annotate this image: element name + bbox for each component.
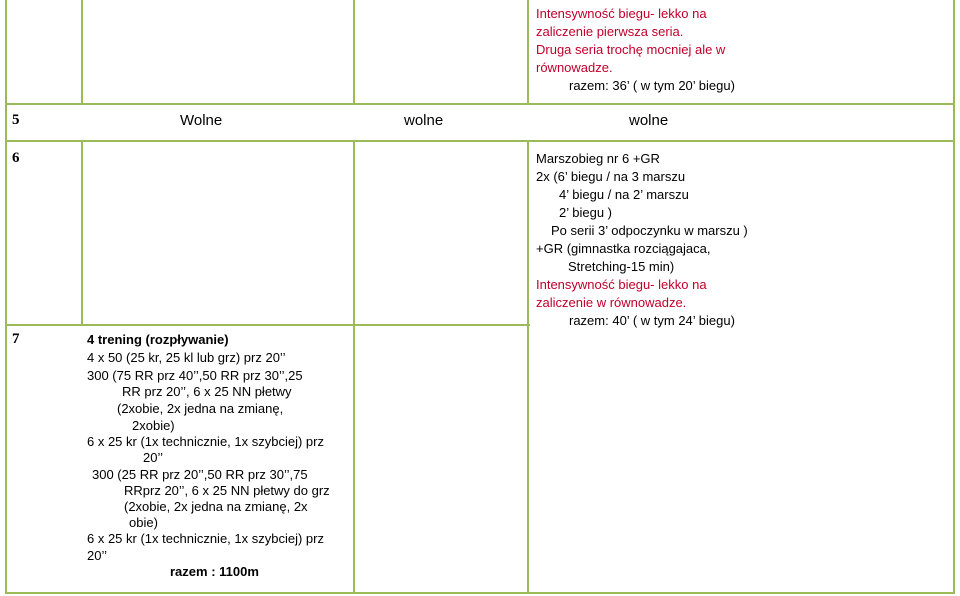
row7-line-9: 300 (25 RR prz 20’’,50 RR prz 30’’,75 (92, 467, 308, 482)
row7-total: razem : 1100m (170, 564, 259, 579)
row-border-bottom (5, 592, 953, 594)
row7-line-10: RRprz 20’’, 6 x 25 NN płetwy do grz (124, 483, 330, 498)
row-border-top-5 (5, 103, 953, 105)
row7-line-12: obie) (129, 515, 158, 530)
row7-line-2: 4 x 50 (25 kr, 25 kl lub grz) prz 20’’ (87, 350, 286, 365)
row-number-6: 6 (12, 150, 20, 166)
row-number-5: 5 (12, 112, 20, 128)
column-border-1 (81, 0, 83, 104)
row7-line-3: 300 (75 RR prz 40’’,50 RR prz 30’’,25 (87, 368, 303, 383)
row4-total: razem: 36’ ( w tym 20’ biegu) (569, 78, 735, 93)
row6-line-7: Stretching-15 min) (568, 259, 675, 274)
column-border-3 (527, 0, 529, 104)
table-border-left (5, 0, 7, 594)
row5-col2: wolne (404, 112, 444, 129)
intensity-note-line-1: Intensywność biegu- lekko na (536, 6, 707, 21)
intensity-note-line-3: Druga seria trochę mocniej ale w (536, 42, 726, 57)
table-border-right (953, 0, 955, 594)
row6-intensity-1: Intensywność biegu- lekko na (536, 277, 707, 292)
row6-line-5: Po serii 3’ odpoczynku w marszu ) (551, 223, 748, 238)
column-border-3b (527, 140, 529, 594)
row6-line-2: 2x (6’ biegu / na 3 marszu (536, 169, 686, 184)
row-number-7: 7 (12, 331, 20, 347)
row-border-top-6 (5, 140, 953, 142)
intensity-note-line-4: równowadze. (536, 60, 613, 75)
column-border-2b (353, 140, 355, 594)
row6-line-4: 2’ biegu ) (559, 205, 612, 220)
row6-total: razem: 40’ ( w tym 24’ biegu) (569, 313, 735, 328)
row5-col3: wolne (629, 112, 669, 129)
row7-line-8: 20’’ (143, 450, 164, 465)
intensity-note-line-2: zaliczenie pierwsza seria. (536, 24, 684, 39)
row6-intensity-2: zaliczenie w równowadze. (536, 295, 687, 310)
row5-col1: Wolne (180, 112, 223, 129)
row6-line-6: +GR (gimnastka rozciągajaca, (536, 241, 711, 256)
row-border-top-7 (5, 324, 530, 326)
row7-line-5: (2xobie, 2x jedna na zmianę, (117, 401, 284, 416)
row6-line-1: Marszobieg nr 6 +GR (536, 151, 660, 166)
column-border-2 (353, 0, 355, 104)
row7-line-4: RR prz 20’’, 6 x 25 NN płetwy (122, 384, 292, 399)
row7-title: 4 trening (rozpływanie) (87, 332, 229, 347)
row7-line-13: 6 x 25 kr (1x technicznie, 1x szybciej) prz (87, 531, 324, 546)
row7-line-11: (2xobie, 2x jedna na zmianę, 2x (124, 499, 308, 514)
row7-line-14: 20’’ (87, 548, 108, 563)
column-border-1b (81, 140, 83, 325)
row7-line-7: 6 x 25 kr (1x technicznie, 1x szybciej) prz (87, 434, 324, 449)
row6-line-3: 4’ biegu / na 2’ marszu (559, 187, 689, 202)
row7-line-6: 2xobie) (132, 418, 175, 433)
